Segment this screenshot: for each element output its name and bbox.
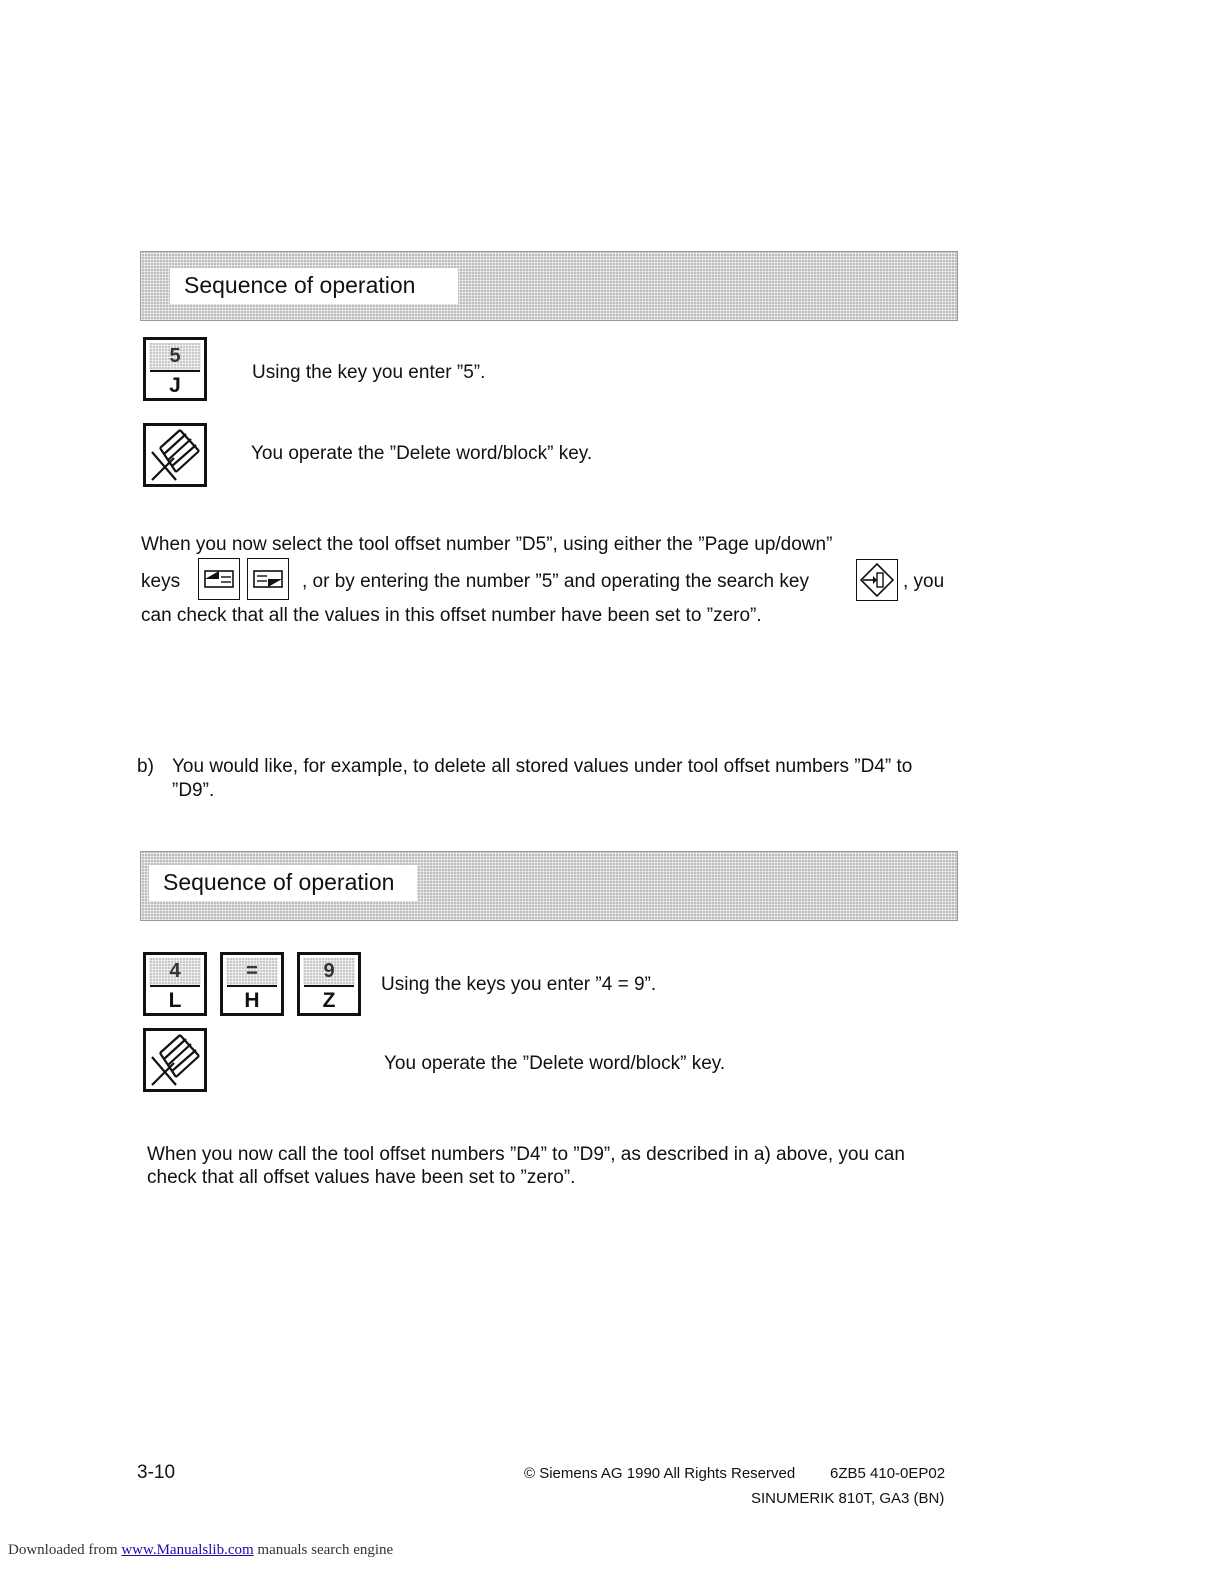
key-5-j	[143, 337, 207, 401]
copyright-text: © Siemens AG 1990 All Rights Reserved	[524, 1465, 796, 1482]
download-suffix: manuals search engine	[257, 1542, 394, 1558]
product-name: SINUMERIK 810T, GA3 (BN)	[751, 1490, 945, 1507]
section2-banner	[140, 851, 958, 921]
manualslib-link[interactable]: www.Manualslib.com	[121, 1542, 254, 1558]
key-top-label: 9	[303, 958, 355, 985]
key-bottom-label: H	[244, 989, 260, 1012]
section1-step2-text: You operate the ”Delete word/block” key.	[251, 443, 593, 464]
item-b-marker: b)	[137, 756, 154, 777]
search-key	[856, 559, 898, 601]
section1-banner	[140, 251, 958, 321]
search-icon	[857, 560, 897, 600]
key-bottom-label: L	[168, 989, 182, 1012]
download-prefix: Downloaded from	[8, 1542, 118, 1558]
section1-title: Sequence of operation	[170, 268, 458, 304]
page-up-icon	[199, 559, 239, 599]
key-top-label: =	[226, 958, 278, 985]
download-source-bar	[8, 1542, 393, 1559]
section1-para-keys-word: keys	[141, 571, 181, 592]
delete-icon	[146, 426, 204, 484]
page-down-key	[247, 558, 289, 600]
section1-para-line2-middle: , or by entering the number ”5” and operating the search key	[302, 571, 809, 592]
page-up-key	[198, 558, 240, 600]
item-b-line1: You would like, for example, to delete all stored values under tool offset numbers ”D4” to	[172, 756, 913, 777]
section2-para-line2: check that all offset values have been set to ”zero”.	[147, 1167, 576, 1188]
section1-step1-text: Using the key you enter ”5”.	[252, 362, 486, 383]
key-4-l	[143, 952, 207, 1016]
delete-word-block-key	[143, 423, 207, 487]
key-top-label: 4	[149, 958, 201, 985]
document-code: 6ZB5 410-0EP02	[830, 1465, 946, 1482]
key-bottom-label: Z	[322, 989, 336, 1012]
delete-word-block-key	[143, 1028, 207, 1092]
section2-para-line1: When you now call the tool offset numbers ”D4” to ”D9”, as described in a) above, you can	[147, 1144, 905, 1165]
key-equals-h	[220, 952, 284, 1016]
page-number: 3-10	[137, 1462, 176, 1483]
key-9-z	[297, 952, 361, 1016]
key-bottom-label: J	[169, 374, 181, 397]
section1-para-line2-end: , you	[903, 571, 945, 592]
key-top-label: 5	[149, 343, 201, 370]
delete-icon	[146, 1031, 204, 1089]
section2-step2-text: You operate the ”Delete word/block” key.	[384, 1053, 726, 1074]
section2-title: Sequence of operation	[149, 865, 417, 901]
section1-para-line1: When you now select the tool offset number ”D5”, using either the ”Page up/down”	[141, 534, 833, 555]
item-b-line2: ”D9”.	[172, 780, 215, 801]
page-down-icon	[248, 559, 288, 599]
section1-para-line3: can check that all the values in this offset number have been set to ”zero”.	[141, 605, 762, 626]
section2-step1-text: Using the keys you enter ”4 = 9”.	[381, 974, 657, 995]
